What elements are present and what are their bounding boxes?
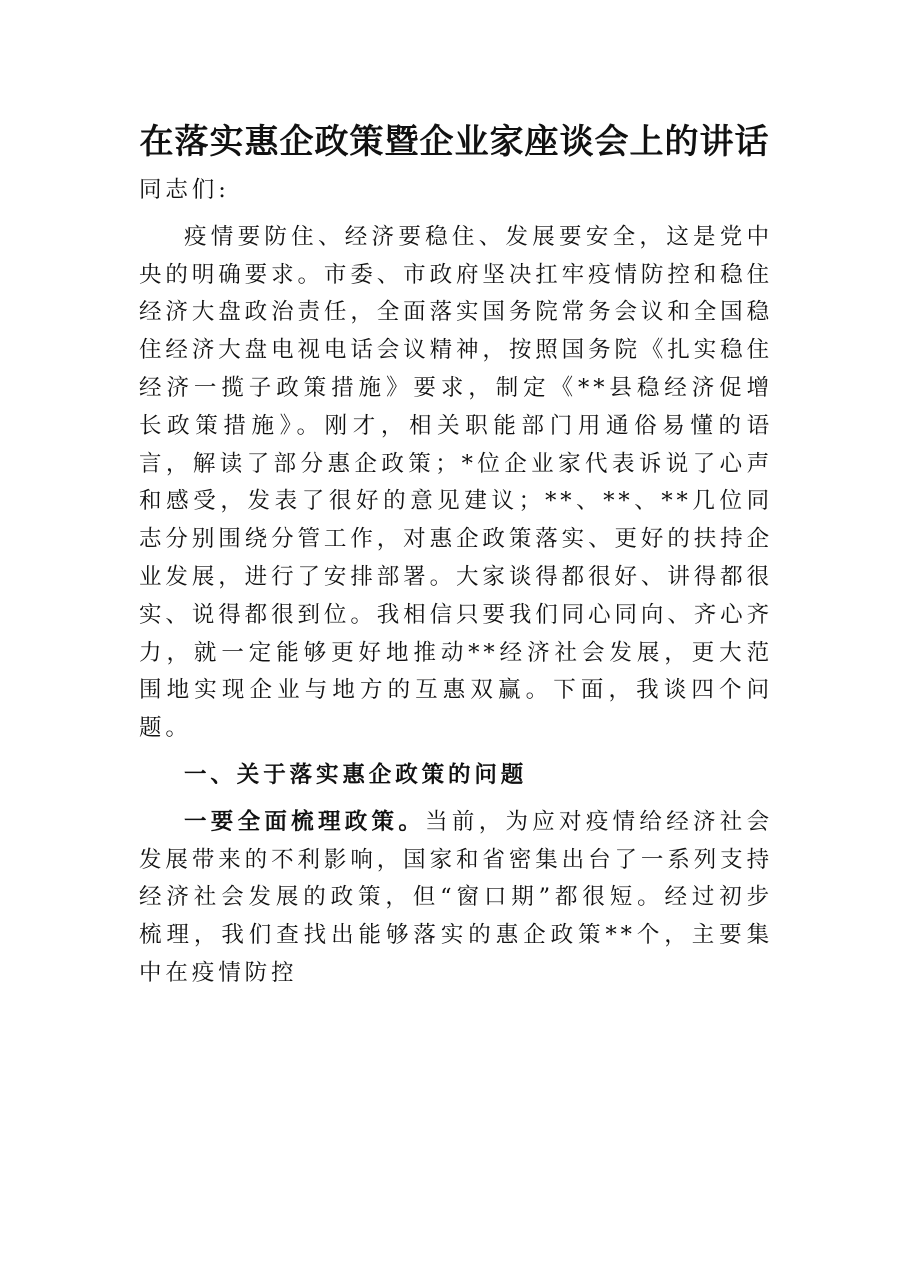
paragraph-lead: 一要全面梳理政策。 xyxy=(184,808,426,835)
document-title: 在落实惠企政策暨企业家座谈会上的讲话 xyxy=(139,122,770,162)
greeting: 同志们: xyxy=(139,177,230,203)
document-body xyxy=(139,172,773,993)
paragraph-text: 当前，为应对疫情给经济社会发展带来的不利影响，国家和省密集出台了一系列支持经济社会发展的政策，但“窗口期”都很短。经过初步梳理，我们查找出能够落实的惠企政策**个，主要集中在疫情防控 xyxy=(139,808,773,986)
opening-paragraph: 疫情要防住、经济要稳住、发展要安全，这是党中央的明确要求。市委、市政府坚决扛牢疫情防控和稳住经济大盘政治责任，全面落实国务院常务会议和全国稳住经济大盘电视电话会议精神，按照国务院《扎实稳住经济一揽子政策措施》要求，制定《**县稳经济促增长政策措施》。刚才，相关职能部门用通俗易懂的语言，解读了部分惠企政策；*位企业家代表诉说了心声和感受，发表了很好的意见建议；**、**、**几位同志分别围绕分管工作，对惠企政策落实、更好的扶持企业发展，进行了安排部署。大家谈得都很好、讲得都很实、说得都很到位。我相信只要我们同心同向、齐心齐力，就一定能够更好地推动**经济社会发展，更大范围地实现企业与地方的互惠双赢。下面，我谈四个问题。 xyxy=(139,223,773,742)
section-paragraph xyxy=(139,804,773,993)
section-heading: 一、关于落实惠企政策的问题 xyxy=(184,761,528,788)
